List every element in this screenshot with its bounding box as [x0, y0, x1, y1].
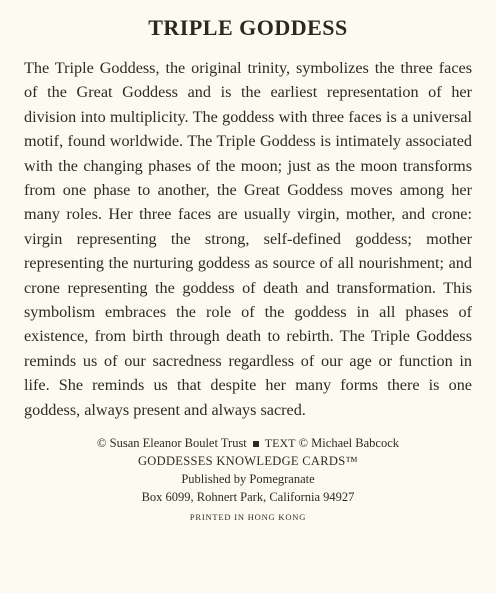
- square-bullet-icon: [253, 441, 259, 447]
- publisher-address: Box 6099, Rohnert Park, California 94927: [141, 490, 355, 505]
- card-body-text: The Triple Goddess, the original trinity, symbolizes the three faces of the Great Goddess and is the earliest representation of her division into multiplicity. The goddess with three faces is a universal motif, found worldwide. The Triple Goddess is intimately associated with the changing phases of the moon; just as the moon transforms from one phase to another, the Great Goddess moves among her many roles. Her three faces are usually virgin, mother, and crone: virgin representing the strong, self-defined goddess; mother representing the nurturing goddess as source of all nourishment; and crone representing the goddess of death and transformation. This symbolism embraces the role of the goddess in all phases of existence, from birth through death to rebirth. The Triple Goddess reminds us of our sacredness regardless of our age or function in life. She reminds us that despite her many forms there is one goddess, always present and always sacred.: [24, 59, 472, 419]
- publisher: Published by Pomegranate: [181, 472, 315, 487]
- series-name: GODDESSES KNOWLEDGE CARDS™: [137, 454, 359, 469]
- credits-line: [24, 434, 472, 452]
- printed-in: PRINTED IN HONG KONG: [189, 512, 307, 523]
- card-footer: [24, 434, 472, 526]
- art-credit: © Susan Eleanor Boulet Trust: [97, 436, 247, 451]
- text-credit: © Michael Babcock: [298, 436, 399, 451]
- text-label: TEXT: [264, 436, 296, 451]
- card-title: TRIPLE GODDESS: [148, 15, 348, 40]
